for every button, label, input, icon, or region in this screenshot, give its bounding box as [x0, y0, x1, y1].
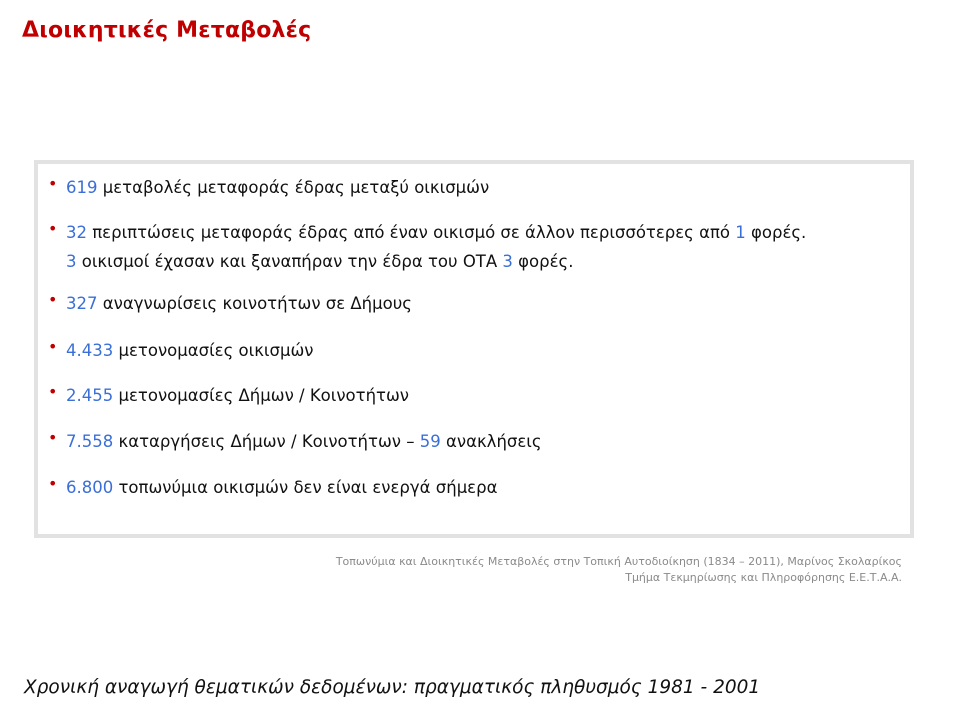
bullet-icon: •	[48, 428, 58, 447]
bullet-line	[48, 336, 900, 365]
bullet-label: μετονομασίες Δήμων / Κοινοτήτων	[113, 386, 410, 405]
bullet-item-5	[48, 381, 900, 410]
bullet-number: 3	[66, 252, 77, 271]
bullet-label: φορές.	[745, 223, 807, 242]
bullet-number: 2.455	[66, 386, 114, 405]
bullet-number: 1	[735, 223, 746, 242]
bullet-line	[48, 473, 900, 502]
citation	[336, 554, 902, 586]
bullet-item-7	[48, 473, 900, 502]
citation-line-2: Τμήμα Τεκμηρίωσης και Πληροφόρησης Ε.Ε.Τ.Α.Α.	[625, 571, 902, 584]
bullet-icon: •	[48, 174, 58, 193]
bullet-icon: •	[48, 382, 58, 401]
bullet-label: τοπωνύμια οικισμών δεν είναι ενεργά σήμερα	[113, 478, 498, 497]
bullet-icon: •	[48, 219, 58, 238]
bullet-line	[48, 218, 900, 247]
bullet-line	[48, 381, 900, 410]
bullet-number: 6.800	[66, 478, 114, 497]
bullet-label: καταργήσεις Δήμων / Κοινοτήτων –	[113, 432, 420, 451]
bullet-number: 327	[66, 294, 98, 313]
footer-caption: Χρονική αναγωγή θεματικών δεδομένων: πραγματικός πληθυσμός 1981 - 2001	[24, 677, 761, 698]
bullet-line	[48, 289, 900, 318]
bullet-label: οικισμοί έχασαν και ξαναπήραν την έδρα του ΟΤΑ	[76, 252, 503, 271]
bullet-label: περιπτώσεις μεταφοράς έδρας από έναν οικισμό σε άλλον περισσότερες από	[87, 223, 736, 242]
bullet-number: 32	[66, 223, 87, 242]
bullet-icon: •	[48, 290, 58, 309]
slide-title: Διοικητικές Μεταβολές	[22, 18, 312, 43]
bullet-icon: •	[48, 474, 58, 493]
bullet-item-3	[48, 289, 900, 318]
bullet-item-6	[48, 427, 900, 456]
bullet-label: φορές.	[512, 252, 574, 271]
bullet-number: 619	[66, 178, 98, 197]
bullet-label: αναγνωρίσεις κοινοτήτων σε Δήμους	[97, 294, 412, 313]
bullet-item-2	[48, 218, 900, 276]
bullet-item-1	[48, 173, 900, 202]
bullet-number: 3	[502, 252, 513, 271]
bullet-label: ανακλήσεις	[440, 432, 542, 451]
bullet-line	[48, 427, 900, 456]
bullet-label: μετονομασίες οικισμών	[113, 341, 314, 360]
bullet-number: 59	[419, 432, 441, 451]
bullet-label: μεταβολές μεταφοράς έδρας μεταξύ οικισμών	[97, 178, 490, 197]
bullet-line	[48, 247, 900, 276]
bullet-item-4	[48, 336, 900, 365]
bullet-icon: •	[48, 337, 58, 356]
bullet-line	[48, 173, 900, 202]
content-box	[34, 160, 914, 538]
citation-line-1: Τοπωνύμια και Διοικητικές Μεταβολές στην Τοπική Αυτοδιοίκηση (1834 – 2011), Μαρίνος Σκολαρίκος	[335, 555, 902, 568]
bullet-number: 7.558	[66, 432, 114, 451]
bullet-number: 4.433	[66, 341, 114, 360]
